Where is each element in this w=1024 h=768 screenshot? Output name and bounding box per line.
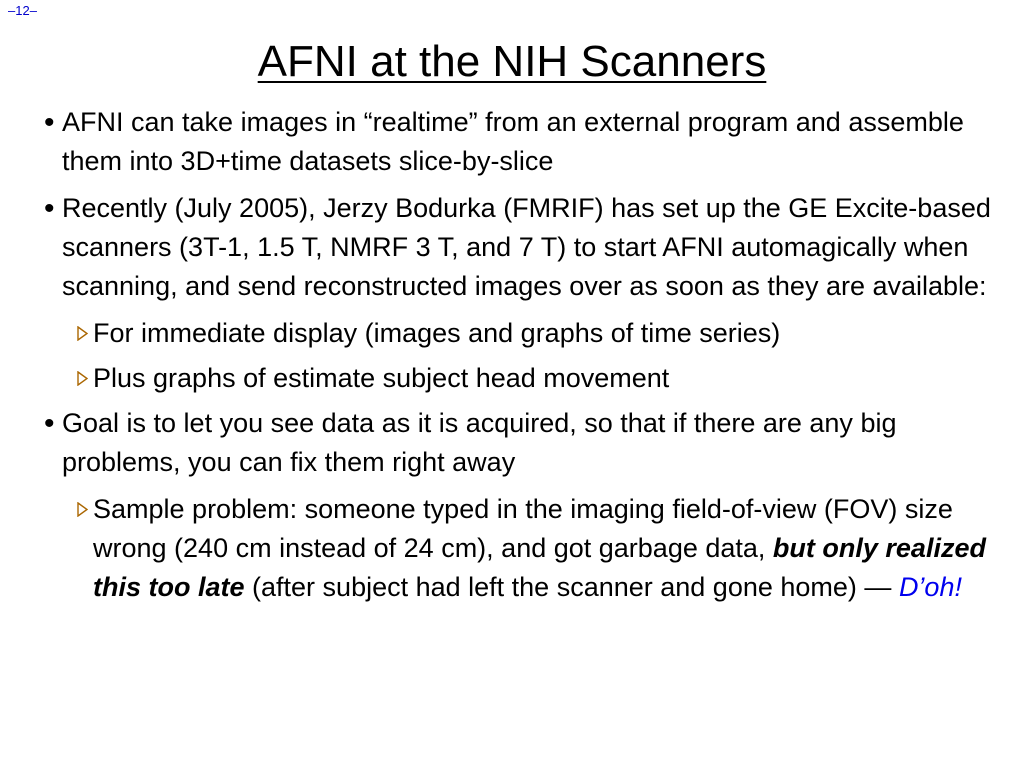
bullet-scanners [44, 189, 1004, 306]
sample-emphasis-text: but only realized this too late [93, 533, 986, 602]
slide-number: –12– [8, 3, 37, 18]
sub-bullet-sample-problem [44, 490, 1004, 607]
hollow-arrow-icon [77, 359, 88, 386]
slide-content [44, 103, 1004, 613]
bullet-text: Recently (July 2005), Jerzy Bodurka (FMRIF) has set up the GE Excite-based scanners (3T-1, 1.5 T, NMRF 3 T, and 7 T) to start AFNI automagically when scanning, and send reconstructed images over as soon as they are available: [62, 193, 991, 301]
bullet-text: AFNI can take images in “realtime” from an external program and assemble them into 3D+time datasets slice-by-slice [62, 107, 964, 176]
sub-bullet-text: For immediate display (images and graphs of time series) [93, 318, 781, 348]
bullet-dot-icon: • [44, 192, 55, 225]
bullet-dot-icon: • [44, 106, 55, 139]
doh-text: D’oh! [898, 572, 962, 602]
bullet-realtime [44, 103, 1004, 181]
sample-tail-text: (after subject had left the scanner and gone home) — [252, 572, 892, 602]
hollow-arrow-icon [77, 314, 88, 341]
sub-bullet-head-movement [44, 359, 1004, 398]
bullet-text: Goal is to let you see data as it is acquired, so that if there are any big problems, you can fix them right away [62, 408, 897, 477]
bullet-goal [44, 404, 1004, 482]
bullet-dot-icon: • [44, 407, 55, 440]
slide-title-text: AFNI at the NIH Scanners [257, 37, 767, 86]
sub-bullet-text: Plus graphs of estimate subject head movement [93, 363, 670, 393]
sample-lead-text: Sample problem: someone typed in the imaging field-of-view (FOV) size wrong (240 cm instead of 24 cm), and got garbage data, [93, 494, 953, 563]
slide-title [0, 32, 1024, 92]
hollow-arrow-icon [77, 490, 88, 517]
sub-bullet-display [44, 314, 1004, 353]
